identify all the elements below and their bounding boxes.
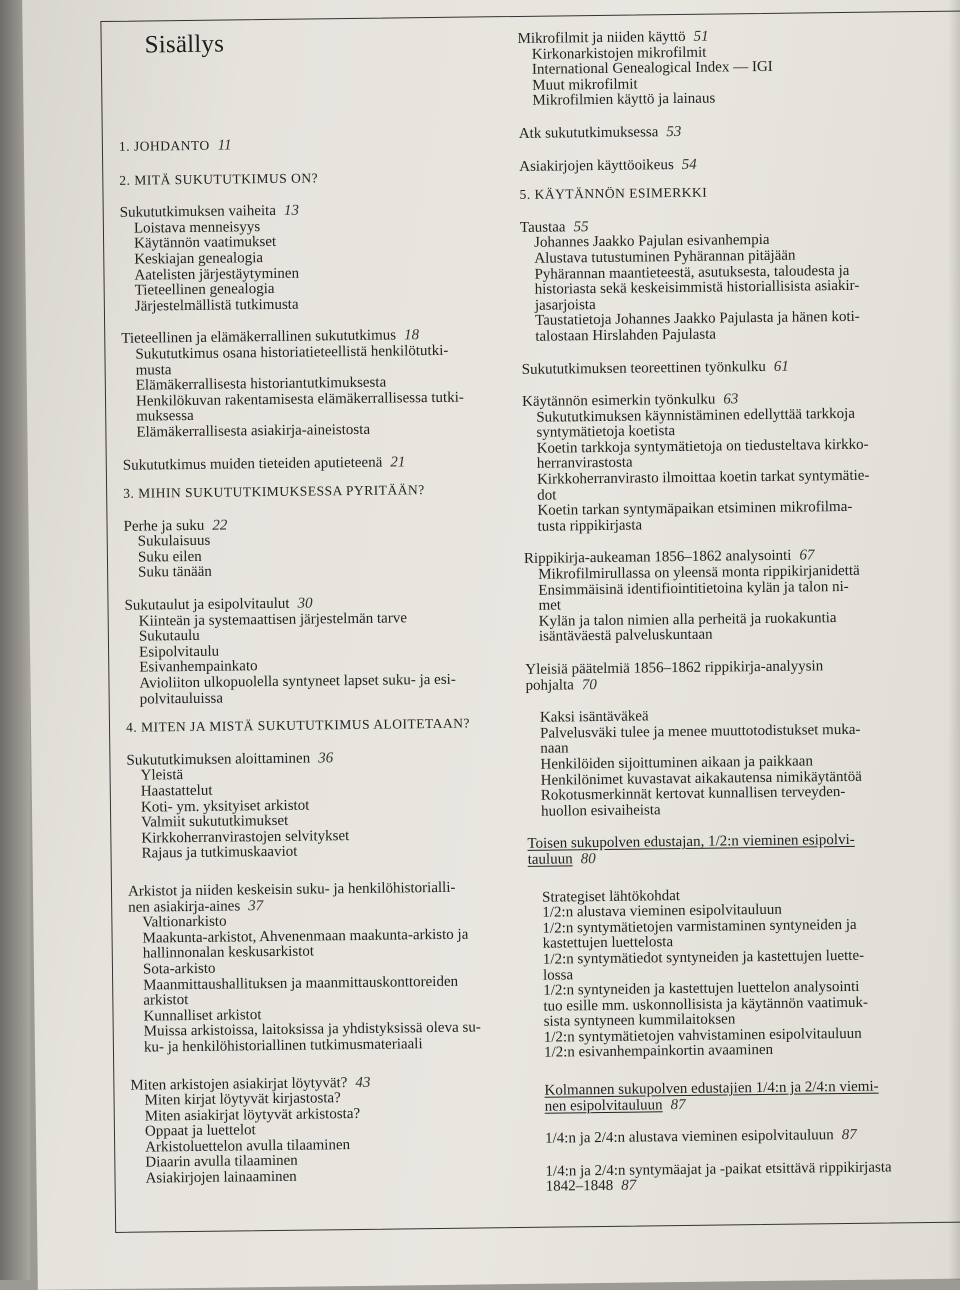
toc-entry-text: Maakunta-arkistot, Ahvenenmaan maakunta-arkisto ja bbox=[142, 926, 469, 947]
toc-entry-text: Valtionarkisto bbox=[142, 913, 227, 931]
toc-entry-text: Esivanhempainkato bbox=[139, 658, 258, 677]
toc-entry-text: Sukulaisuus bbox=[137, 533, 211, 550]
toc-entry-text: 1/2:n esivanhempainkortin avaaminen bbox=[543, 1042, 774, 1062]
toc-entry-text: Kiinteän ja systemaattisen järjestelmän tarve bbox=[138, 610, 408, 630]
toc-entry-text: Miten kirjat löytyvät kirjastosta? bbox=[144, 1090, 341, 1109]
toc-page-number: 22 bbox=[212, 517, 228, 534]
toc-entry-text: Rajaus ja tutkimuskaaviot bbox=[141, 844, 298, 862]
toc-entry-text: jasarjoista bbox=[534, 296, 596, 314]
toc-entry-text: Koti- ym. yksityiset arkistot bbox=[140, 797, 310, 816]
toc-entry-text: 5. KÄYTÄNNÖN ESIMERKKI bbox=[519, 184, 708, 203]
toc-entry-text: 1/2:n syntymätiedot syntyneiden ja kastettujen luette- bbox=[542, 947, 865, 968]
toc-entry-text: lossa bbox=[542, 966, 574, 984]
toc-entry-text: Esipolvitaulu bbox=[139, 643, 220, 661]
toc-entry-text: Muissa arkistoissa, laitoksissa ja yhdistyksissä oleva su- bbox=[143, 1019, 481, 1040]
toc-entry-text: hallinnonalan keskusarkistot bbox=[142, 943, 315, 962]
toc-page-number: 54 bbox=[681, 156, 697, 173]
toc-entry-text: 1/4:n ja 2/4:n syntymäajat ja -paikat etsittävä rippikirjasta bbox=[545, 1159, 892, 1180]
toc-entry-text: Sukututkimus osana historiatieteellistä henkilötutki- bbox=[135, 342, 449, 363]
toc-page-number: 51 bbox=[693, 28, 709, 45]
toc-entry-text: Mikrofilmien käyttö ja lainaus bbox=[532, 90, 716, 110]
toc-entry-text: Keskiajan genealogia bbox=[134, 250, 264, 268]
toc-entry-text: Kunnalliset arkistot bbox=[143, 1006, 262, 1025]
toc-entry-text: Palvelusväki tulee ja menee muuttotodistukset muka- bbox=[540, 721, 861, 742]
toc-entry-text: Asiakirjojen käyttöoikeus bbox=[519, 156, 674, 175]
toc-entry-text: Rokotusmerkinnät kertovat kunnallisen terveyden- bbox=[540, 784, 846, 804]
toc-entry-text: met bbox=[538, 597, 562, 614]
toc-entry-text: musta bbox=[135, 361, 172, 379]
toc-entry-text: Oppaat ja luettelot bbox=[144, 1122, 256, 1140]
toc-entry-text: historiasta sekä keskeisimmistä historiallisista asiakir- bbox=[534, 277, 860, 298]
toc-entry-text: Tieteellinen genealogia bbox=[134, 281, 275, 299]
toc-entry-text: Sukututkimuksen vaiheita bbox=[119, 203, 277, 222]
toc-page-number: 87 bbox=[670, 1096, 686, 1113]
toc-entry-text: Kirkkoherranvirasto ilmoittaa koetin tarkat syntymätie- bbox=[536, 467, 870, 488]
toc-entry-text: muksessa bbox=[136, 408, 194, 425]
toc-entry-text: 1/2:n syntymätietojen vahvistaminen esipolvitauluun bbox=[543, 1025, 862, 1046]
toc-entry-text: Mikrofilmirullassa on yleensä monta rippikirjanidettä bbox=[538, 562, 860, 583]
toc-entry-text: Käytännön vaatimukset bbox=[134, 234, 277, 253]
toc-entry-text: Ensimmäisinä identifiointitietoina kylän ja talon ni- bbox=[538, 578, 849, 599]
toc-entry-text: naan bbox=[540, 740, 569, 758]
toc-entry-text: Pyhärannan maantieteestä, asutuksesta, taloudesta ja bbox=[534, 262, 850, 283]
toc-page-number: 87 bbox=[621, 1178, 637, 1195]
book-page bbox=[22, 0, 960, 1290]
toc-entry-text: Valmiit sukututkimukset bbox=[141, 812, 289, 831]
toc-entry-text: Strategiset lähtökohdat bbox=[542, 887, 681, 906]
toc-entry-text: Perhe ja suku bbox=[123, 517, 205, 535]
toc-entry-text: Henkilönimet kuvastavat aikakautensa nimikäytäntöä bbox=[540, 768, 862, 789]
toc-entry-text: Kirkonarkistojen mikrofilmit bbox=[531, 44, 707, 63]
toc-entry-text: Tieteellinen ja elämäkerrallinen sukututkimus bbox=[121, 327, 397, 348]
toc-entry-text: Sota-arkisto bbox=[142, 960, 216, 978]
toc-entry-text: Koetin tarkkoja syntymätietoja on tiedusteltava kirkko- bbox=[536, 436, 869, 457]
toc-entry-text: Sukutaulut ja esipolvitaulut bbox=[124, 595, 290, 614]
toc-entry-text: Sukututkimuksen teoreettinen työnkulku bbox=[521, 358, 766, 378]
toc-entry-text: Suku eilen bbox=[137, 548, 202, 566]
toc-page-number: 63 bbox=[723, 391, 739, 408]
toc-entry-text: 3. MIHIN SUKUTUTKIMUKSESSA PYRITÄÄN? bbox=[123, 482, 425, 501]
toc-entry-text: 1/2:n syntyneiden ja kastettujen luettelon analysointi bbox=[543, 978, 860, 999]
toc-page-number: 13 bbox=[283, 202, 300, 220]
toc-entry-text: Johannes Jaakko Pajulan esivanhempia bbox=[534, 232, 770, 252]
toc-page-number: 30 bbox=[297, 595, 313, 612]
toc-entry-text: Arkistoluettelon avulla tilaaminen bbox=[145, 1136, 351, 1156]
toc-entry-text: dot bbox=[537, 487, 557, 504]
toc-entry-text: Yleisiä päätelmiä 1856–1862 rippikirja-analyysin bbox=[525, 658, 824, 678]
toc-entry-text: 1842–1848 bbox=[545, 1178, 614, 1196]
toc-entry-text: talostaan Hirslahden Pajulasta bbox=[535, 326, 717, 345]
toc-entry-text: polvitauluissa bbox=[139, 690, 224, 708]
toc-entry-text: Elämäkerrallisesta historiantutkimuksesta bbox=[135, 374, 387, 394]
toc-entry-text: Aatelisten järjestäytyminen bbox=[134, 265, 300, 284]
page-shadow bbox=[948, 0, 960, 1280]
toc-page-number: 36 bbox=[318, 750, 334, 767]
toc-entry-text: huollon esivaiheista bbox=[540, 802, 661, 820]
toc-entry-text: Asiakirjojen lainaaminen bbox=[145, 1168, 297, 1187]
toc-entry-text: Muut mikrofilmit bbox=[532, 76, 638, 94]
toc-entry-text: 1/4:n ja 2/4:n alustava vieminen esipolvitauluun bbox=[544, 1127, 834, 1147]
toc-entry-text: Henkilökuvan rakentamisesta elämäkerrallisessa tutki- bbox=[135, 389, 464, 410]
toc-entry-text: 1/2:n syntymätietojen varmistaminen syntyneiden ja bbox=[542, 916, 857, 937]
toc-title: Sisällys bbox=[144, 30, 225, 59]
toc-entry-text: isäntäväestä palveluskuntaan bbox=[538, 627, 713, 646]
toc-entry-text: Kolmannen sukupolven edustajien 1/4:n ja 2/4:n viemi- bbox=[544, 1078, 879, 1099]
toc-entry-text: Sukututkimuksen aloittaminen bbox=[126, 750, 311, 769]
toc-entry-text: 1/2:n alustava vieminen esipolvitauluun bbox=[542, 901, 782, 921]
toc-page-number: 37 bbox=[248, 897, 264, 914]
toc-entry-text: Maanmittaushallituksen ja maanmittauskonttoreiden bbox=[143, 973, 459, 994]
toc-entry-text: ku- ja henkilöhistoriallinen tutkimusmateriaali bbox=[143, 1036, 423, 1056]
toc-entry-text: Miten arkistojen asiakirjat löytyvät? bbox=[130, 1074, 348, 1094]
toc-entry-text: tuo esille mm. uskonnollisista ja käytännön vaatimuk- bbox=[543, 994, 869, 1015]
toc-entry-text: syntymätietoja koetista bbox=[536, 423, 676, 442]
toc-page-number: 21 bbox=[390, 453, 406, 471]
toc-entry-text: Arkistot ja niiden keskeisin suku- ja henkilöhistorialli- bbox=[127, 879, 456, 900]
toc-page-number: 61 bbox=[773, 358, 789, 375]
toc-entry-text: Rippikirja-aukeaman 1856–1862 analysointi bbox=[523, 548, 792, 568]
toc-entry-text: Diaarin avulla tilaaminen bbox=[145, 1153, 298, 1172]
toc-entry-text: Avioliiton ulkopuolella syntyneet lapset suku- ja esi- bbox=[139, 671, 456, 692]
toc-entry-text: Käytännön esimerkin työnkulku bbox=[521, 391, 716, 411]
toc-page-number: 53 bbox=[666, 123, 682, 141]
toc-page-number: 18 bbox=[403, 327, 420, 344]
toc-page-number: 43 bbox=[355, 1074, 371, 1091]
toc-entry-text: Taustaa bbox=[519, 219, 566, 236]
toc-page-number: 11 bbox=[217, 137, 232, 154]
toc-entry-text: Järjestelmällistä tutkimusta bbox=[134, 296, 299, 315]
toc-entry-text: arkistot bbox=[143, 992, 189, 1009]
toc-entry-text: Kaksi isäntäväkeä bbox=[539, 708, 649, 726]
toc-right-column bbox=[518, 27, 960, 1196]
toc-page-number: 70 bbox=[581, 676, 597, 693]
toc-entry-text: Taustatietoja Johannes Jaakko Pajulasta ja hänen koti- bbox=[534, 309, 860, 330]
toc-entry-text: Atk sukututkimuksessa bbox=[518, 124, 659, 142]
toc-entry-text: Koetin tarkan syntymäpaikan etsiminen mikrofilma- bbox=[537, 499, 853, 519]
toc-entry-text: Mikrofilmit ja niiden käyttö bbox=[517, 28, 686, 47]
toc-page-number: 80 bbox=[580, 850, 596, 868]
toc-entry-text: tauluun bbox=[527, 851, 573, 868]
toc-entry-text: Haastattelut bbox=[140, 782, 213, 800]
toc-entry-text: Miten asiakirjat löytyvät arkistosta? bbox=[144, 1105, 361, 1125]
toc-entry-text: Toisen sukupolven edustajan, 1/2:n vieminen esipolvi- bbox=[527, 832, 855, 853]
toc-entry-text: kastettujen luettelosta bbox=[542, 934, 674, 953]
toc-page-number: 87 bbox=[841, 1127, 857, 1144]
toc-entry-text: Loistava menneisyys bbox=[133, 218, 261, 237]
toc-entry-text: Sukutaulu bbox=[138, 628, 200, 645]
toc-entry-text: nen esipolvitauluun bbox=[544, 1096, 663, 1115]
toc-entry-text: tusta rippikirjasta bbox=[537, 517, 643, 535]
toc-entry-text: herranvirastosta bbox=[536, 455, 633, 473]
toc-entry-text: Suku tänään bbox=[138, 564, 212, 582]
toc-page-number: 67 bbox=[799, 547, 815, 564]
toc-entry-text: Alustava tutustuminen Pyhärannan pitäjään bbox=[534, 247, 796, 267]
toc-entry-text: 1. JOHDANTO bbox=[118, 137, 210, 154]
toc-entry-text: sista syntyneen kummilaitoksen bbox=[543, 1011, 736, 1030]
toc-left-column bbox=[119, 134, 522, 1187]
toc-page-number: 55 bbox=[573, 218, 589, 236]
toc-entry-text: Henkilöiden sijoittuminen aikaan ja paikkaan bbox=[540, 753, 814, 773]
toc-entry-text: International Genealogical Index — IGI bbox=[531, 59, 773, 78]
toc-entry-text: Kirkkoherranvirastojen selvitykset bbox=[141, 827, 350, 847]
toc-entry-text: Elämäkerrallisesta asiakirja-aineistosta bbox=[136, 421, 371, 441]
toc-entry-text: Sukututkimuksen käynnistäminen edellyttää tarkkoja bbox=[536, 405, 856, 426]
toc-entry-text: Sukututkimus muiden tieteiden aputieteenä bbox=[122, 454, 383, 474]
toc-entry-text: 2. MITÄ SUKUTUTKIMUS ON? bbox=[119, 169, 319, 188]
toc-entry-text: nen asiakirja-aines bbox=[128, 897, 241, 916]
toc-entry-text: Kylän ja talon nimien alla perheitä ja ruokakuntia bbox=[538, 609, 837, 630]
toc-entry-text: 4. MITEN JA MISTÄ SUKUTUTKIMUS ALOITETAAN? bbox=[125, 715, 470, 736]
toc-entry-text: Yleistä bbox=[140, 767, 184, 785]
toc-entry-text: pohjalta bbox=[525, 676, 574, 694]
